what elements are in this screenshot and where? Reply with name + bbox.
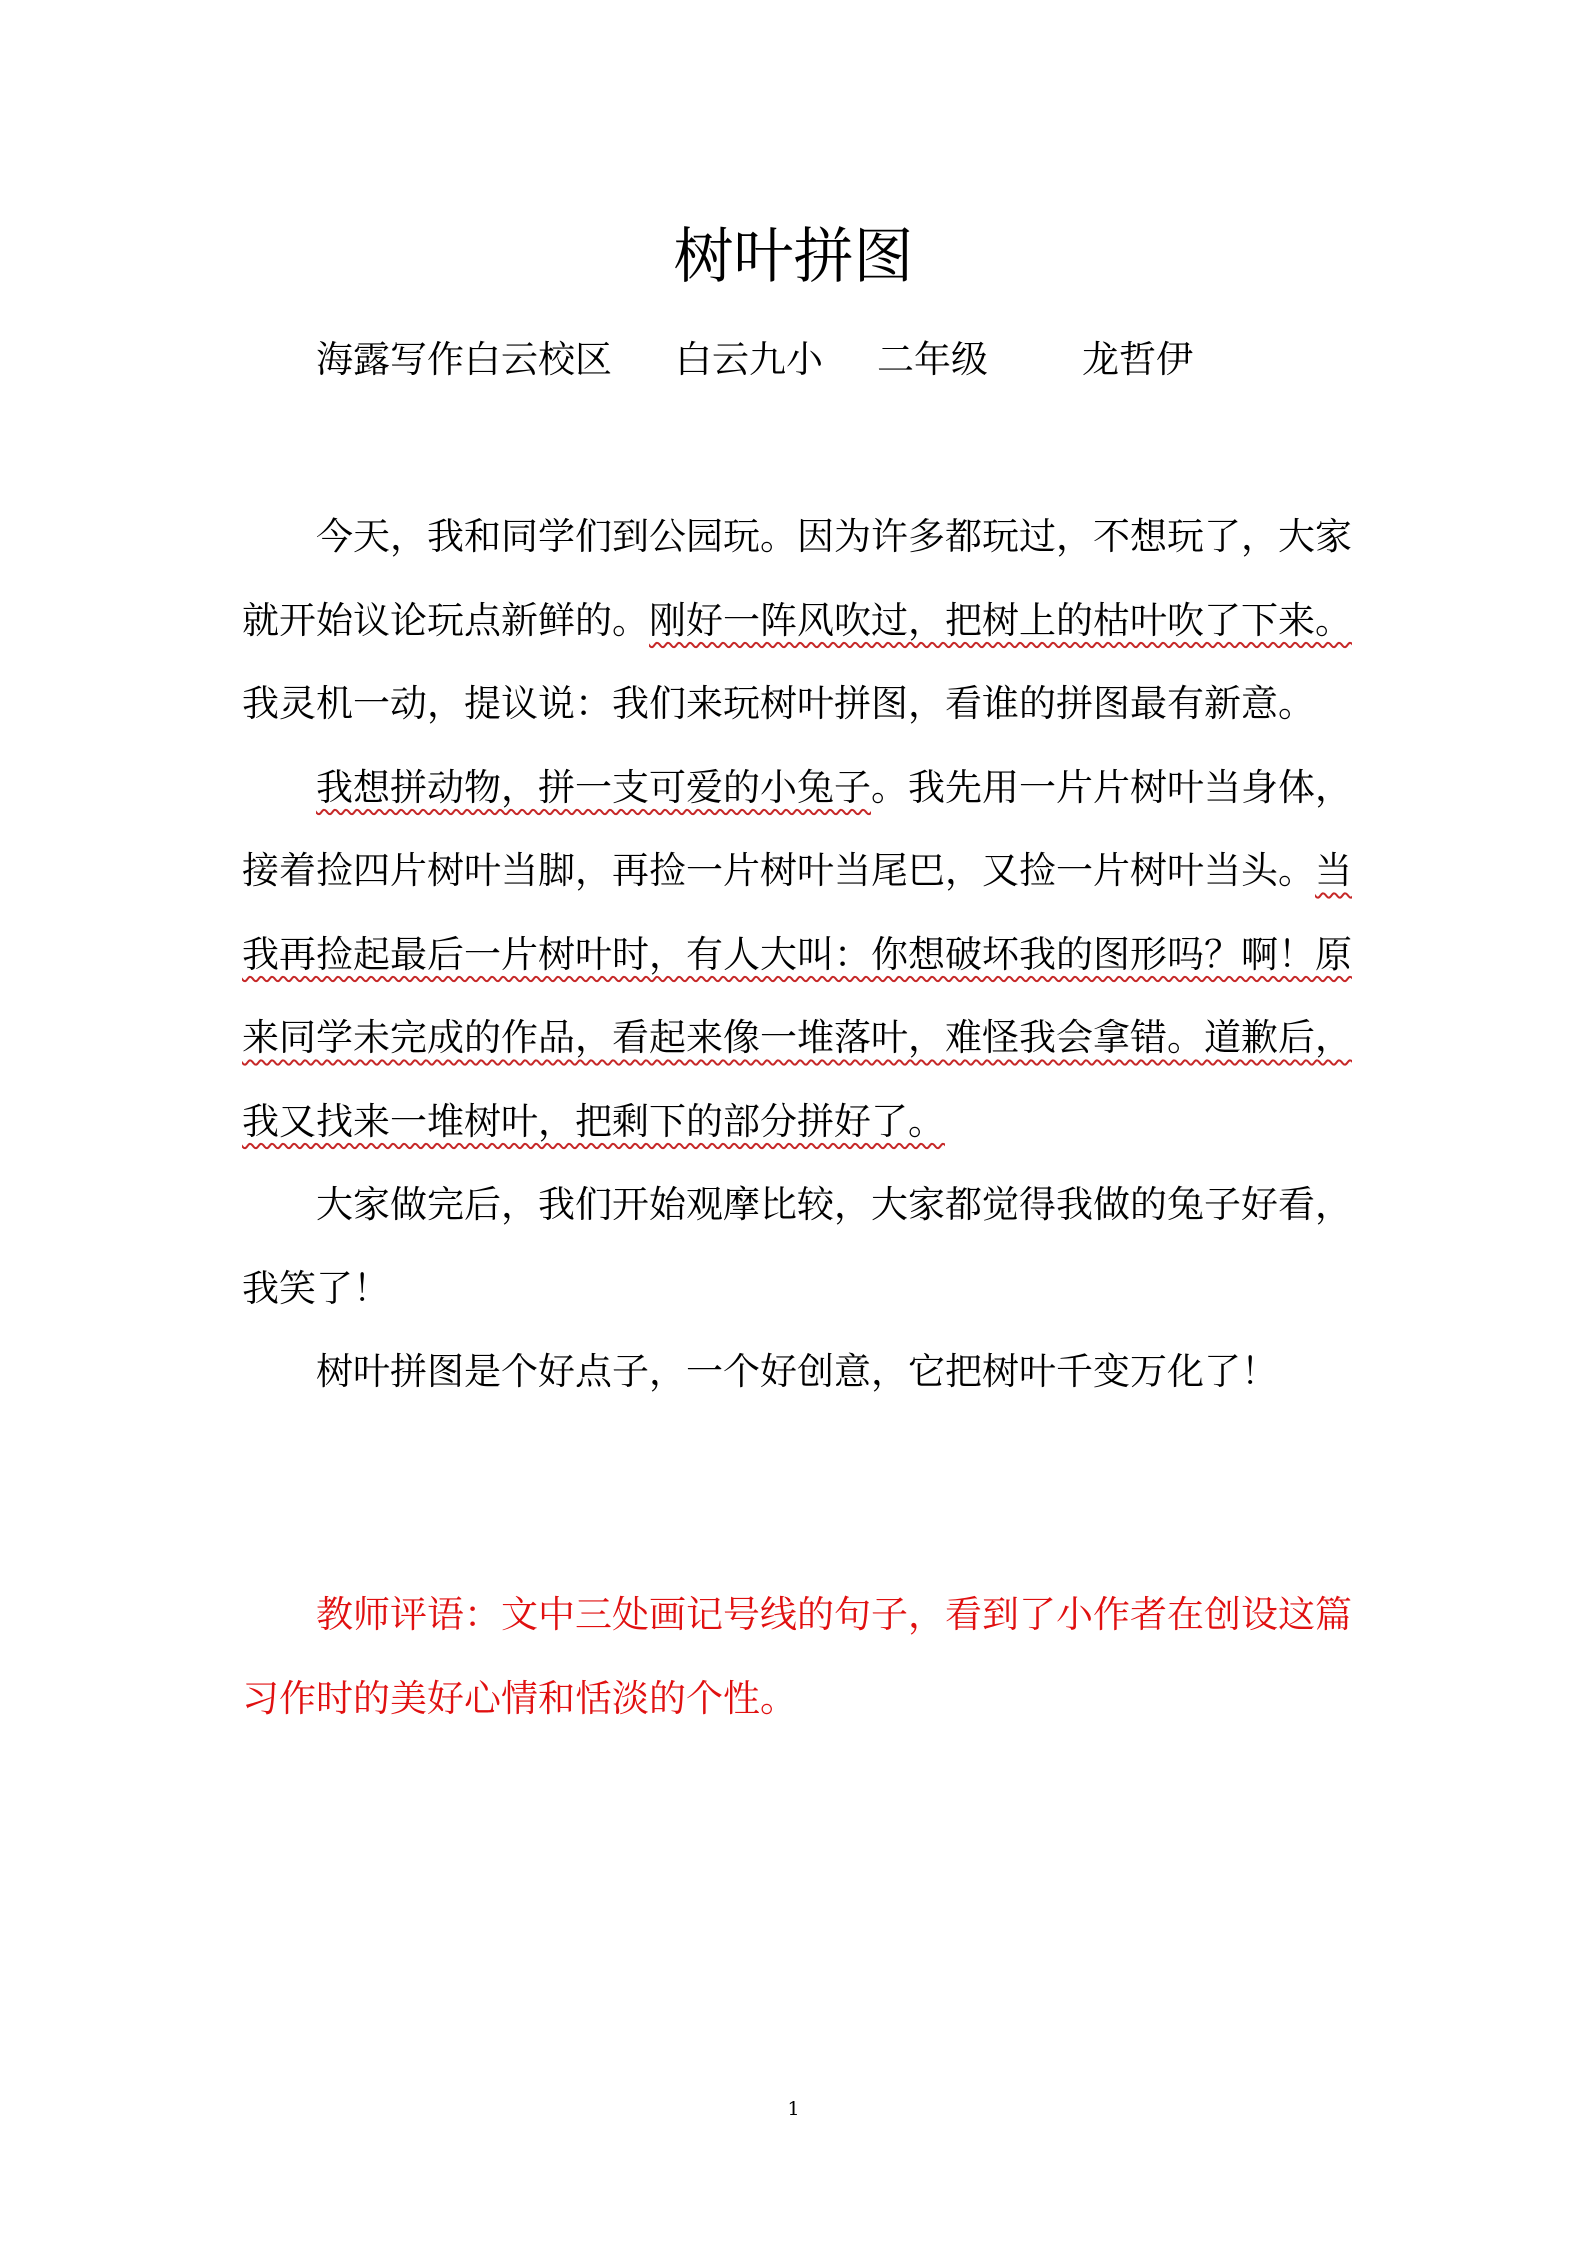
- document-title: 树叶拼图: [673, 222, 914, 292]
- essay-body: [242, 495, 1352, 1414]
- byline-grade: 二年级: [877, 338, 988, 381]
- p1-marked-sentence: 刚好一阵风吹过，把树上的枯叶吹了下来。: [649, 598, 1352, 642]
- p1-text-a: 今天，我和同学们到公园玩。因为许多都玩过，不想玩了，大家就开始议论玩点新鲜的。: [242, 515, 1352, 642]
- essay-paragraph-2: [242, 746, 1352, 1164]
- p2-marked-sentence-2: 当我再捡起最后一片树叶时，有人大叫：你想破坏我的图形吗？啊！原来同学未完成的作品，看起来像一堆落叶，难怪我会拿错。道歉后，我又找来一堆树叶，把剩下的部分拼好了。: [242, 849, 1352, 1143]
- page-number: 1: [787, 2098, 800, 2120]
- essay-paragraph-3: 大家做完后，我们开始观摩比较，大家都觉得我做的兔子好看，我笑了！: [242, 1183, 1352, 1310]
- teacher-comment: [242, 1573, 1352, 1740]
- p2-marked-sentence-1: 我想拼动物，拼一支可爱的小兔子: [316, 765, 871, 809]
- p2-text-a: 。我先用一片片树叶当身体，接着捡四片树叶当脚，再捡一片树叶当尾巴，又捡一片树叶当头。: [242, 765, 1352, 892]
- byline-branch: 白云九小: [675, 338, 823, 381]
- byline-school: 海露写作白云校区: [316, 338, 612, 381]
- essay-paragraph-1: [242, 495, 1352, 746]
- byline-author: 龙哲伊: [1082, 338, 1193, 381]
- author-byline: [0, 330, 1587, 390]
- teacher-comment-text: 教师评语：文中三处画记号线的句子，看到了小作者在创设这篇习作时的美好心情和恬淡的个性。: [242, 1593, 1352, 1720]
- p1-text-b: 我灵机一动，提议说：我们来玩树叶拼图，看谁的拼图最有新意。: [242, 682, 1315, 725]
- essay-paragraph-4: 树叶拼图是个好点子，一个好创意，它把树叶千变万化了！: [316, 1350, 1278, 1393]
